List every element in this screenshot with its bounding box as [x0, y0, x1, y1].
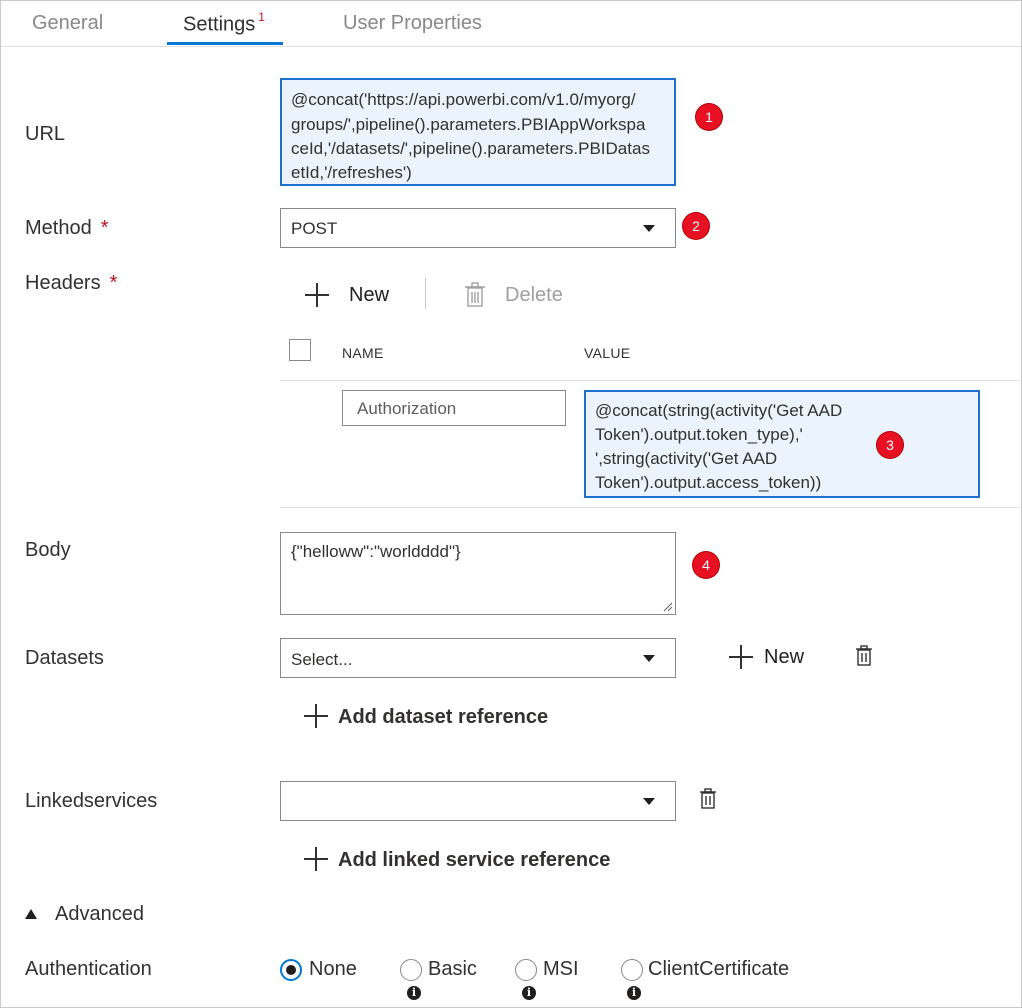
auth-clientcertificate-label: ClientCertificate: [648, 958, 790, 980]
radio-clientcertificate[interactable]: [621, 959, 643, 981]
datasets-new-label: New: [764, 646, 805, 668]
callout-marker-2: 2: [683, 213, 709, 239]
add-linked-service-reference-button[interactable]: [302, 845, 622, 877]
url-input[interactable]: [280, 78, 676, 186]
radio-msi[interactable]: [515, 959, 537, 981]
header-value-line-2: Token').output.token_type),': [595, 425, 803, 444]
url-label: URL: [25, 123, 66, 145]
headers-new-label: New: [349, 284, 390, 306]
collapse-triangle-icon: [25, 909, 37, 919]
headers-delete-button[interactable]: [460, 280, 580, 312]
url-line-2: groups/',pipeline().parameters.PBIAppWorkspa: [291, 115, 646, 134]
method-required-asterisk: *: [100, 217, 109, 239]
chevron-down-icon: [643, 798, 655, 805]
datasets-placeholder: Select...: [291, 650, 353, 669]
trash-icon[interactable]: [699, 788, 717, 810]
info-icon[interactable]: i: [522, 986, 536, 1000]
datasets-new-button[interactable]: [725, 642, 815, 674]
url-line-3: ceId,'/datasets/',pipeline().parameters.PBIDatas: [291, 139, 650, 158]
toolbar-separator: [425, 278, 426, 309]
tab-general[interactable]: [32, 12, 103, 35]
add-icon: [304, 704, 328, 728]
chevron-down-icon: [643, 655, 655, 662]
linkedservices-select[interactable]: [280, 781, 676, 821]
trash-icon: [464, 282, 486, 308]
header-name-value: Authorization: [357, 399, 457, 418]
linkedservices-label: Linkedservices: [25, 790, 158, 812]
body-textarea[interactable]: [280, 532, 676, 615]
header-name-input[interactable]: [342, 390, 566, 426]
tab-settings-error-count: 1: [258, 10, 265, 24]
tab-user-properties-label: User Properties: [343, 12, 482, 34]
method-value: POST: [291, 219, 338, 238]
auth-option-none[interactable]: [278, 957, 368, 985]
headers-new-button[interactable]: [300, 280, 400, 312]
table-bottom-divider: [280, 507, 1020, 508]
column-header-name: NAME: [342, 345, 384, 361]
tab-general-label: General: [32, 12, 104, 34]
body-value: {"helloww":"worldddd"}: [291, 542, 461, 561]
add-icon: [305, 283, 329, 307]
auth-msi-label: MSI: [543, 958, 579, 980]
auth-none-label: None: [309, 958, 357, 980]
auth-basic-label: Basic: [428, 958, 477, 980]
headers-label-text: Headers: [25, 272, 101, 294]
callout-marker-1: 1: [696, 104, 722, 130]
callout-marker-4: 4: [693, 552, 719, 578]
method-label-text: Method: [25, 217, 92, 239]
body-label: Body: [25, 539, 71, 561]
column-header-value: VALUE: [584, 345, 631, 361]
add-dataset-reference-button[interactable]: [302, 702, 562, 734]
headers-delete-label: Delete: [505, 284, 563, 306]
advanced-label: Advanced: [55, 903, 144, 925]
headers-label: [25, 272, 117, 295]
trash-icon[interactable]: [855, 645, 873, 667]
authentication-label: Authentication: [25, 958, 152, 980]
active-tab-indicator: [167, 42, 283, 45]
chevron-down-icon: [643, 225, 655, 232]
url-line-4: etId,'/refreshes'): [291, 163, 412, 182]
add-linked-service-reference-label: Add linked service reference: [338, 849, 611, 871]
advanced-section-toggle[interactable]: [25, 901, 165, 929]
tab-settings[interactable]: [183, 12, 265, 37]
header-value-line-3: ',string(activity('Get AAD: [595, 449, 778, 468]
headers-required-asterisk: *: [109, 272, 118, 294]
add-icon: [729, 645, 753, 669]
url-line-1: @concat('https://api.powerbi.com/v1.0/myorg/: [291, 90, 636, 109]
add-dataset-reference-label: Add dataset reference: [338, 706, 549, 728]
header-value-input[interactable]: [584, 390, 980, 498]
radio-none[interactable]: [280, 959, 302, 981]
select-all-checkbox[interactable]: [289, 339, 311, 361]
info-icon[interactable]: i: [407, 986, 421, 1000]
header-value-line-4: Token').output.access_token)): [595, 473, 822, 492]
add-icon: [304, 847, 328, 871]
header-value-line-1: @concat(string(activity('Get AAD: [595, 401, 843, 420]
auth-option-msi[interactable]: [513, 957, 603, 1003]
info-icon[interactable]: i: [627, 986, 641, 1000]
callout-marker-3: 3: [877, 432, 903, 458]
datasets-label: Datasets: [25, 647, 104, 669]
tab-settings-label: Settings: [183, 13, 256, 36]
radio-basic[interactable]: [400, 959, 422, 981]
resize-handle-icon[interactable]: [663, 602, 673, 612]
method-label: [25, 217, 109, 240]
auth-option-basic[interactable]: [398, 957, 488, 1003]
datasets-select[interactable]: [280, 638, 676, 678]
auth-option-clientcertificate[interactable]: [619, 957, 819, 1003]
method-select[interactable]: [280, 208, 676, 248]
tabs-divider: [1, 46, 1021, 47]
table-row: [280, 381, 1020, 507]
tab-user-properties[interactable]: [343, 12, 482, 35]
